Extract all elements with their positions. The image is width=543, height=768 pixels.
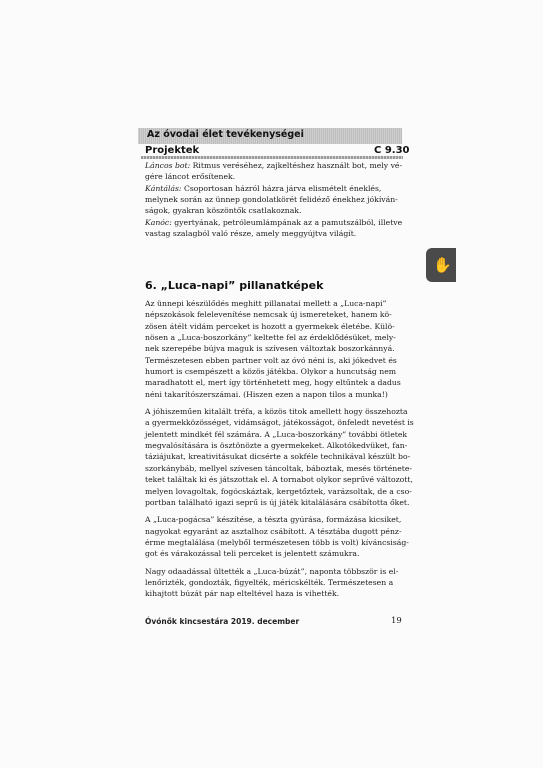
definition-term: Láncos bot: xyxy=(145,161,191,170)
text-line: jelentett mindkét fél számára. A „Luca-boszorkány” további ötletek xyxy=(145,429,408,439)
paragraph xyxy=(145,566,401,600)
text-line: szorkánybáb, mellyel szívesen táncoltak, báboztak, mesés története- xyxy=(145,463,412,473)
text-line: érme megtalálása (melyből természetesen több is volt) kíváncsiság- xyxy=(145,537,409,547)
text-line: teket találtak ki és játszottak el. A tornabot olykor seprűvé változott, xyxy=(145,475,413,485)
definitions-list xyxy=(145,160,401,239)
definition-text: ságok, gyakran köszöntők csatlakoznak. xyxy=(145,206,302,216)
text-line: portban található igazi seprű is új játék kitalálására csábította őket. xyxy=(145,497,410,507)
text-line: Nagy odaadással ültették a „Luca-búzát”, naponta többször is el- xyxy=(145,566,399,576)
definition-text: Csoportosan házról házra járva elismételt éneklés, xyxy=(181,183,382,193)
text-line: humort is csempészett a közös játékba. Olykor a huncutság nem xyxy=(145,367,397,377)
footer-source: Óvónők kincsestára 2019. december xyxy=(145,617,300,626)
text-line: nek szerepébe bújva maguk is szívesen változtak boszorkánnyá. xyxy=(145,344,395,354)
text-line: Az ünnepi készülődés meghitt pillanatai mellett a „Luca-napi” xyxy=(145,299,387,308)
text-line: zösen átélt vidám perceket is hozott a gyermekek életébe. Külö- xyxy=(145,321,395,331)
definition-text: gére láncot erősítenek. xyxy=(145,172,236,182)
definition-term: Kántálás: xyxy=(145,183,182,193)
text-line: maradhatott el, mert így történhetett meg, hogy eltűntek a dadus xyxy=(145,378,401,388)
section-label: Projektek xyxy=(145,145,200,156)
definition-text: melynek során az ünnep gondolatkörét felidéző énekhez jókíván- xyxy=(145,195,398,205)
header-rule xyxy=(141,156,403,159)
definition-text: Ritmus veréséhez, zajkeltéshez használt bot, mely vé- xyxy=(190,161,403,170)
definition-term: Kanóc: xyxy=(145,217,172,227)
scan-mark: · · xyxy=(14,18,22,22)
definition-item xyxy=(145,160,401,183)
text-line: a gyermekközösséget, vidámságot, játékosságot, önfeledt nevetést is xyxy=(145,418,414,428)
section-title: 6. „Luca-napi” pillanatképek xyxy=(145,279,324,292)
section-code: C 9.30 xyxy=(374,145,410,156)
paragraph xyxy=(145,406,414,508)
definition-item xyxy=(145,183,401,217)
text-line: melyen lovagoltak, fogócskáztak, kergetőztek, varázsoltak, de a cso- xyxy=(145,486,412,496)
definition-text: vastag szalagból való része, amely meggyújtva világít. xyxy=(145,229,357,239)
paragraph xyxy=(145,514,409,559)
side-thumb-tab xyxy=(426,248,456,282)
header-title: Az óvodai élet tevékenységei xyxy=(147,129,304,140)
text-line: Természetesen ebben partner volt az óvó néni is, aki jókedvet és xyxy=(145,355,397,365)
text-line: megvalósítására is ösztönözte a gyermekeket. Alkotókedvüket, fan- xyxy=(145,441,408,451)
page-number: 19 xyxy=(391,616,402,626)
definition-item xyxy=(145,217,401,240)
text-line: néni takarítószerszámai. (Hiszen ezen a napon tilos a munka!) xyxy=(145,389,388,399)
text-line: lenőrizték, gondozták, figyelték, méricskélték. Természetesen a xyxy=(145,577,394,587)
definition-text: gyertyának, petróleumlámpának az a pamutszálból, illetve xyxy=(171,217,403,227)
text-line: nagyokat egyaránt az asztalhoz csábított. A tésztába dugott pénz- xyxy=(145,526,402,536)
text-line: A „Luca-pogácsa” készítése, a tészta gyúrása, formázása kicsiket, xyxy=(145,515,402,525)
text-line: kihajtott búzát pár nap elteltével haza is vihették. xyxy=(145,589,340,599)
text-line: táziájukat, kreativitásukat dicsérte a sokféle technikával készült bo- xyxy=(145,452,411,462)
paragraph xyxy=(145,298,401,400)
text-line: nösen a „Luca-boszorkány” keltette fel az érdeklődésüket, mely- xyxy=(145,333,396,343)
hand-icon: ✋ xyxy=(433,256,452,274)
body-text xyxy=(145,298,414,606)
text-line: A jóhiszeműen kitalált tréfa, a közös titok amellett hogy összehozta xyxy=(145,407,408,417)
text-line: got és várakozással teli perceket is jelentett számukra. xyxy=(145,549,360,559)
text-line: népszokások felelevenítése nemcsak új ismereteket, hanem kö- xyxy=(145,310,392,320)
